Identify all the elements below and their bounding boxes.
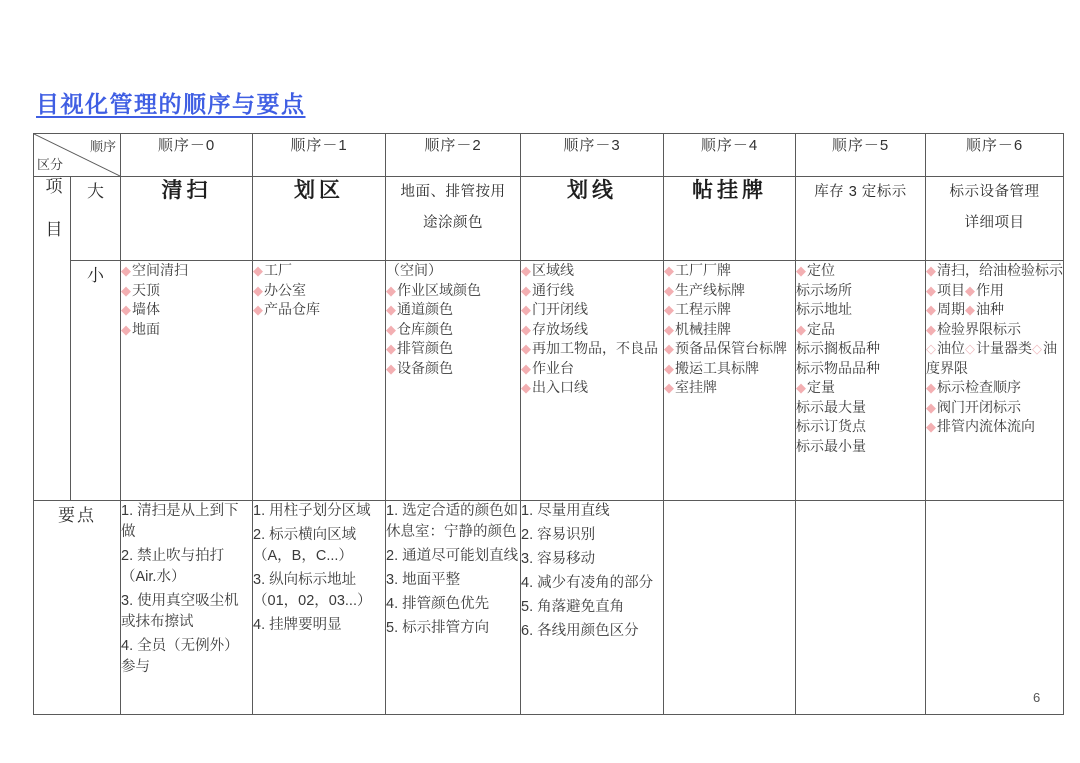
big-items-row xyxy=(34,177,1064,261)
diamond-bullet-icon: ◆ xyxy=(796,380,806,395)
small-cell-6: ◆清扫，给油检验标示 ◆项目◆作用 ◆周期◆油种 ◆检验界限标示 ◇油位◇计量器类◇油度界限 ◆标示检查顺序 ◆阀门开闭标示 ◆排管内流体流向 xyxy=(926,261,1064,501)
visual-management-table xyxy=(33,133,1064,715)
column-header-0: 顺序－0 xyxy=(121,134,253,177)
column-header-3: 顺序－3 xyxy=(521,134,664,177)
diamond-bullet-icon: ◆ xyxy=(965,282,975,298)
keypoints-cell-4 xyxy=(664,501,796,715)
small-cell-1: ◆工厂 ◆办公室 ◆产品仓库 xyxy=(253,261,386,501)
diamond-bullet-icon: ◆ xyxy=(664,380,674,395)
diamond-bullet-icon: ◆ xyxy=(253,282,263,298)
diamond-bullet-icon: ◆ xyxy=(521,282,531,298)
small-cell-5: ◆定位 标示场所 标示地址 ◆定品 标示搁板品种 标示物品品种 ◆定量 标示最大量 标示订货点 标示最小量 xyxy=(796,261,926,501)
diamond-bullet-icon: ◆ xyxy=(121,302,131,317)
keypoints-cell-5 xyxy=(796,501,926,715)
diamond-bullet-icon: ◆ xyxy=(926,419,936,434)
diamond-bullet-icon: ◆ xyxy=(386,282,396,298)
big-cell-2: 地面、排管按用 途涂颜色 xyxy=(386,177,521,261)
diamond-outline-bullet-icon: ◇ xyxy=(1032,341,1042,356)
diamond-bullet-icon: ◆ xyxy=(796,321,806,337)
keypoints-cell-3: 1. 尽量用直线 2. 容易识别 3. 容易移动 4. 减少有凌角的部分 5. 角落避免直角 6. 各线用颜色区分 xyxy=(521,501,664,715)
small-cell-2: （空间） ◆作业区域颜色 ◆通道颜色 ◆仓库颜色 ◆排管颜色 ◆设备颜色 xyxy=(386,261,521,501)
column-header-1: 顺序－1 xyxy=(253,134,386,177)
row-label-project xyxy=(34,177,71,501)
small-items-row xyxy=(34,261,1064,501)
header-row xyxy=(34,134,1064,177)
diamond-bullet-icon: ◆ xyxy=(664,282,674,298)
diamond-bullet-icon: ◆ xyxy=(664,360,674,376)
big-cell-6: 标示设备管理 详细项目 xyxy=(926,177,1064,261)
page-number: 6 xyxy=(1033,690,1041,705)
keypoints-row xyxy=(34,501,1064,715)
diamond-bullet-icon: ◆ xyxy=(521,360,531,376)
project-label-text: 项目 xyxy=(42,177,62,263)
diamond-bullet-icon: ◆ xyxy=(521,321,531,337)
diamond-bullet-icon: ◆ xyxy=(521,341,531,356)
diamond-bullet-icon: ◆ xyxy=(386,341,396,356)
diamond-bullet-icon: ◆ xyxy=(926,380,936,395)
column-header-6: 顺序－6 xyxy=(926,134,1064,177)
page-title: 目视化管理的顺序与要点 xyxy=(36,91,306,117)
keypoints-cell-1: 1. 用柱子划分区域 2. 标示横向区域（A，B，C...） 3. 纵向标示地址（01，02，03...） 4. 挂牌要明显 xyxy=(253,501,386,715)
small-cell-0: ◆空间清扫 ◆天顶 ◆墙体 ◆地面 xyxy=(121,261,253,501)
diamond-bullet-icon: ◆ xyxy=(521,263,531,278)
big-cell-0: 清扫 xyxy=(121,177,253,261)
diamond-bullet-icon: ◆ xyxy=(926,399,936,415)
small-cell-3: ◆区域线 ◆通行线 ◆门开闭线 ◆存放场线 ◆再加工物品，不良品 ◆作业台 ◆出入口线 xyxy=(521,261,664,501)
row-label-big: 大 xyxy=(71,177,121,261)
column-header-2: 顺序－2 xyxy=(386,134,521,177)
corner-bottom-label: 区分 xyxy=(37,157,64,172)
column-header-4: 顺序－4 xyxy=(664,134,796,177)
big-cell-3: 划线 xyxy=(521,177,664,261)
keypoints-cell-2: 1. 选定合适的颜色如休息室：宁静的颜色 2. 通道尽可能划直线 3. 地面平整 4. 排管颜色优先 5. 标示排管方向 xyxy=(386,501,521,715)
diamond-bullet-icon: ◆ xyxy=(386,360,396,376)
big-cell-1: 划区 xyxy=(253,177,386,261)
keypoints-cell-0: 1. 清扫是从上到下做 2. 禁止吹与拍打（Air.水） 3. 使用真空吸尘机或抹布擦试 4. 全员（无例外）参与 xyxy=(121,501,253,715)
row-label-keypoints: 要点 xyxy=(34,501,121,715)
diamond-bullet-icon: ◆ xyxy=(796,263,806,278)
diamond-bullet-icon: ◆ xyxy=(664,263,674,278)
column-header-5: 顺序－5 xyxy=(796,134,926,177)
diamond-bullet-icon: ◆ xyxy=(521,302,531,317)
diamond-bullet-icon: ◆ xyxy=(386,302,396,317)
corner-top-label: 顺序 xyxy=(89,139,116,154)
big-cell-4: 帖挂牌 xyxy=(664,177,796,261)
corner-cell xyxy=(34,134,121,177)
diamond-bullet-icon: ◆ xyxy=(965,302,975,317)
diamond-outline-bullet-icon: ◇ xyxy=(926,341,936,356)
small-cell-4: ◆工厂厂牌 ◆生产线标牌 ◆工程示牌 ◆机械挂牌 ◆预备品保管台标牌 ◆搬运工具标牌 ◆室挂牌 xyxy=(664,261,796,501)
diamond-bullet-icon: ◆ xyxy=(253,302,263,317)
keypoints-cell-6 xyxy=(926,501,1064,715)
row-label-small: 小 xyxy=(71,261,121,501)
diamond-bullet-icon: ◆ xyxy=(386,321,396,337)
diamond-bullet-icon: ◆ xyxy=(121,263,131,278)
diamond-bullet-icon: ◆ xyxy=(521,380,531,395)
diamond-outline-bullet-icon: ◇ xyxy=(965,341,975,356)
diamond-bullet-icon: ◆ xyxy=(253,263,263,278)
diamond-bullet-icon: ◆ xyxy=(664,341,674,356)
diamond-bullet-icon: ◆ xyxy=(926,263,936,278)
diamond-bullet-icon: ◆ xyxy=(121,282,131,298)
diamond-bullet-icon: ◆ xyxy=(664,302,674,317)
big-cell-5: 库存 3 定标示 xyxy=(796,177,926,261)
diamond-bullet-icon: ◆ xyxy=(926,321,936,337)
diamond-bullet-icon: ◆ xyxy=(926,282,936,298)
diamond-bullet-icon: ◆ xyxy=(926,302,936,317)
diamond-bullet-icon: ◆ xyxy=(121,321,131,337)
diamond-bullet-icon: ◆ xyxy=(664,321,674,337)
